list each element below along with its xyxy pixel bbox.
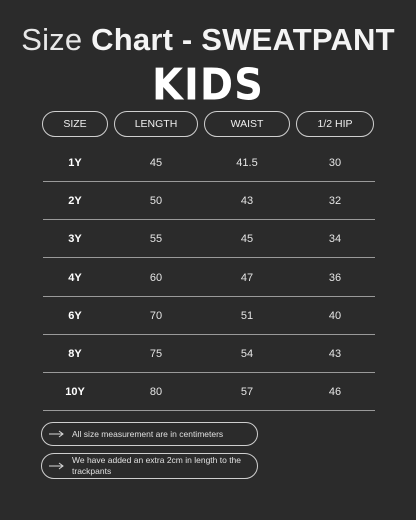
table-row bbox=[0, 144, 416, 182]
arrow-right-icon bbox=[42, 430, 72, 438]
table-header bbox=[0, 111, 416, 139]
cell-waist: 41.5 bbox=[236, 157, 258, 169]
header-waist: WAIST bbox=[204, 111, 290, 137]
cell-size: 3Y bbox=[68, 233, 82, 246]
cell-size: 8Y bbox=[68, 348, 82, 360]
table-row bbox=[0, 220, 416, 258]
header-hip: 1/2 HIP bbox=[296, 111, 374, 137]
table-row bbox=[0, 182, 416, 220]
cell-size: 1Y bbox=[68, 157, 82, 169]
cell-waist: 57 bbox=[240, 386, 254, 399]
cell-hip: 32 bbox=[328, 195, 342, 208]
cell-hip: 30 bbox=[328, 157, 342, 169]
cell-waist: 54 bbox=[240, 348, 254, 360]
note-centimeters bbox=[41, 422, 258, 446]
header-length: LENGTH bbox=[114, 111, 198, 137]
table-row bbox=[0, 373, 416, 411]
cell-length: 45 bbox=[149, 157, 163, 169]
note-text: All size measurement are in centimeters bbox=[72, 428, 224, 439]
cell-length: 60 bbox=[149, 271, 163, 284]
table-row bbox=[0, 335, 416, 373]
cell-hip: 40 bbox=[328, 309, 342, 322]
cell-length: 55 bbox=[149, 233, 163, 246]
cell-waist: 51 bbox=[240, 309, 254, 322]
cell-size: 4Y bbox=[68, 271, 82, 284]
cell-hip: 46 bbox=[328, 386, 342, 399]
cell-waist: 43 bbox=[240, 195, 254, 208]
cell-size: 10Y bbox=[65, 386, 85, 399]
cell-size: 6Y bbox=[68, 309, 82, 322]
subtitle: KIDS bbox=[152, 59, 264, 111]
arrow-right-icon bbox=[42, 462, 72, 470]
title-light: Size bbox=[21, 22, 83, 57]
note-text: We have added an extra 2cm in length to the trackpants bbox=[72, 455, 242, 476]
row-divider bbox=[43, 410, 375, 411]
cell-length: 50 bbox=[149, 195, 163, 208]
table-row bbox=[0, 259, 416, 297]
cell-waist: 45 bbox=[240, 233, 254, 246]
table-row bbox=[0, 297, 416, 335]
cell-length: 80 bbox=[149, 386, 163, 399]
cell-hip: 43 bbox=[328, 348, 342, 360]
cell-hip: 34 bbox=[328, 233, 342, 246]
cell-size: 2Y bbox=[68, 195, 82, 208]
note-extra-length bbox=[41, 453, 258, 479]
cell-hip: 36 bbox=[328, 271, 342, 284]
title-bold: Chart - SWEATPANT bbox=[91, 22, 395, 57]
header-size: SIZE bbox=[42, 111, 108, 137]
cell-length: 70 bbox=[149, 309, 163, 322]
page-title bbox=[0, 22, 416, 58]
cell-length: 75 bbox=[149, 348, 163, 360]
cell-waist: 47 bbox=[240, 271, 254, 284]
